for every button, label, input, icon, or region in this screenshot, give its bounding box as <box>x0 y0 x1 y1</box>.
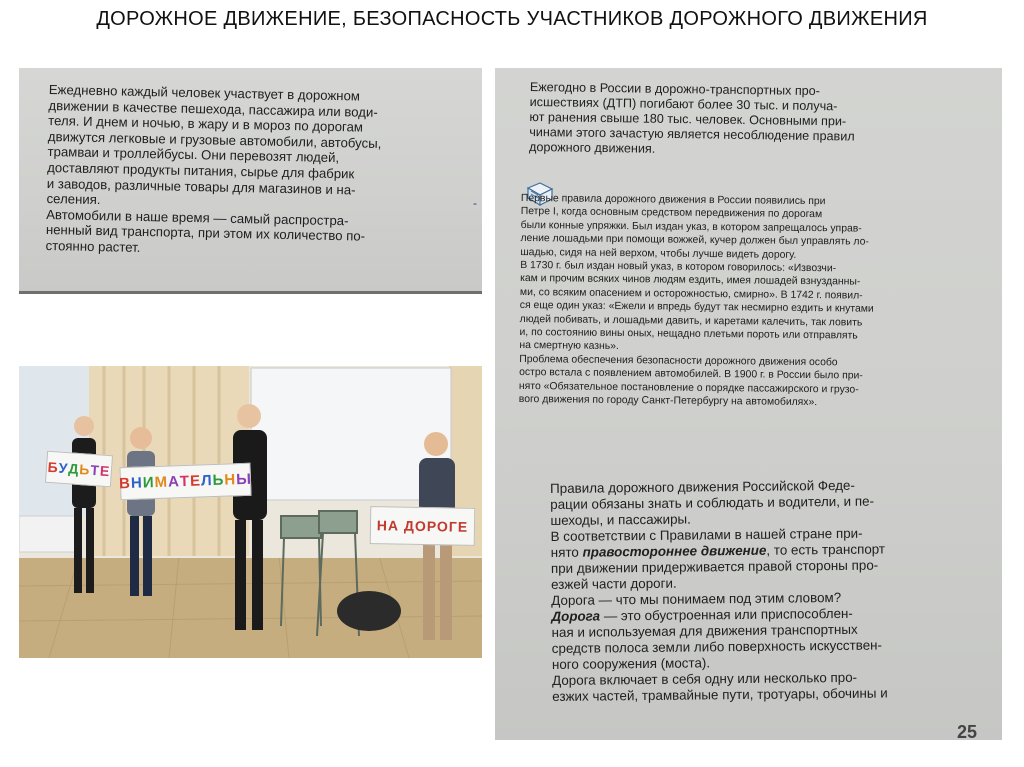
sign-letter: И <box>142 474 155 492</box>
classroom-photo <box>19 366 482 658</box>
sign-letter: Т <box>179 472 191 491</box>
sign-letter: Е <box>189 472 202 490</box>
sign-letter: У <box>58 459 69 477</box>
sign-letter: Ы <box>235 470 253 489</box>
rules-text-3: — это обустроенная или приспособлен- ная и используемая для движения транспортных средств полоса земли либо поверхность искусствен- ного сооружения (моста). Дорога включает в себя одну или несколько про- езжих частей, трамвайные пути, тротуары, обочины и <box>551 605 888 704</box>
sign-letter: Б <box>47 458 60 476</box>
textbook-paragraph-left: Ежедневно каждый человек участвует в дорожном движении в качестве пешехода, пассажира или води- теля. И днем и ночью, в жару и в мороз по дорогам движутся легковые и грузовые автомобили, автобусы, трамваи и троллейбусы. Они перевозят людей, доставляют продукты питания, сырье для фабрик и заводов, различные товары для магазинов и на- селения. Автомобили в наше время — самый распростра- ненный вид транспорта, при этом их количество по- стоянно растет. <box>45 82 382 255</box>
sign-attentive <box>119 463 251 501</box>
slide-title: ДОРОЖНОЕ ДВИЖЕНИЕ, БЕЗОПАСНОСТЬ УЧАСТНИКОВ ДОРОЖНОГО ДВИЖЕНИЯ <box>96 8 928 30</box>
sign-on-the-road: НА ДОРОГЕ <box>370 506 476 546</box>
rules-text-1: Правила дорожного движения Российской Феде- рации обязаны знать и соблюдать и водители, и пе- шеходы, и пассажиры. В соответствии с Правилами в нашей стране при- нято <box>550 477 875 560</box>
sign-letter: Н <box>224 471 237 489</box>
sign-letter: М <box>154 473 169 492</box>
sign-letter: Д <box>67 460 80 478</box>
sign-letter: Ь <box>78 461 91 478</box>
sign-letter: Н <box>130 474 144 492</box>
sign-letter: А <box>167 473 181 491</box>
term-road: Дорога <box>551 608 601 624</box>
sign-be <box>45 451 113 488</box>
textbook-photo-left <box>19 68 482 294</box>
backpack <box>337 591 401 631</box>
textbook-photo-right <box>495 68 1002 740</box>
intro-paragraph: Ежегодно в России в дорожно-транспортных про- исшествиях (ДТП) погибают более 30 тыс. и получа- ют ранения свыше 180 тыс. человек. Основными при- чинами этого зачастую является несоблюдение правил дорожного движения. <box>528 80 855 156</box>
pen-tick-mark: - <box>473 196 477 210</box>
radiator <box>19 516 79 552</box>
sign-letter: Т <box>89 461 101 479</box>
history-paragraph: Первые правила дорожного движения в России появились при Петре I, когда основным средством передвижения по дорогам были конные упряжки. Был издан указ, в котором запрещалось управ- ление лошадьми при помощи вожжей, кучер должен был управлять ло- шадью, сидя на ней верхом, чтобы лучше видеть дорогу. В 1730 г. был издан новый указ, в котором говорилось: «Извозчи- кам и прочим всяких чинов людям ездить, имея лошадей взнузданны- ми, со всяким опасением и осторожностью, смирно». В 1742 г. появил- ся еще один указ: «Ежели и впредь будут так несмирно ездить и кнутами людей побивать, и лошадьми давить, и каретами калечить, так ловить и, по состоянию вины оных, нещадно плетьми пороть или отправлять на смертную казнь». Проблема обеспечения безопасности дорожного движения особо остро встала с появлением автомобилей. В 1900 г. в России было при- нято «Обязательное постановление о порядке пассажирского и грузо- вого движения по городу Санкт-Петербургу на автомобилях». <box>518 192 874 409</box>
rules-paragraph <box>550 477 962 705</box>
sign-letter: В <box>118 474 132 493</box>
term-right-hand-traffic: правостороннее движение <box>582 542 767 560</box>
sign-letter: Л <box>200 472 213 490</box>
page-number: 25 <box>957 722 978 740</box>
rules-text-2: , то есть транспорт при движении придерживается правой стороны про- езжей части дороги. Дорога — что мы понимаем под этим словом? <box>550 541 886 608</box>
sign-letter: Е <box>99 462 111 480</box>
sign-letter: Ь <box>212 471 225 490</box>
